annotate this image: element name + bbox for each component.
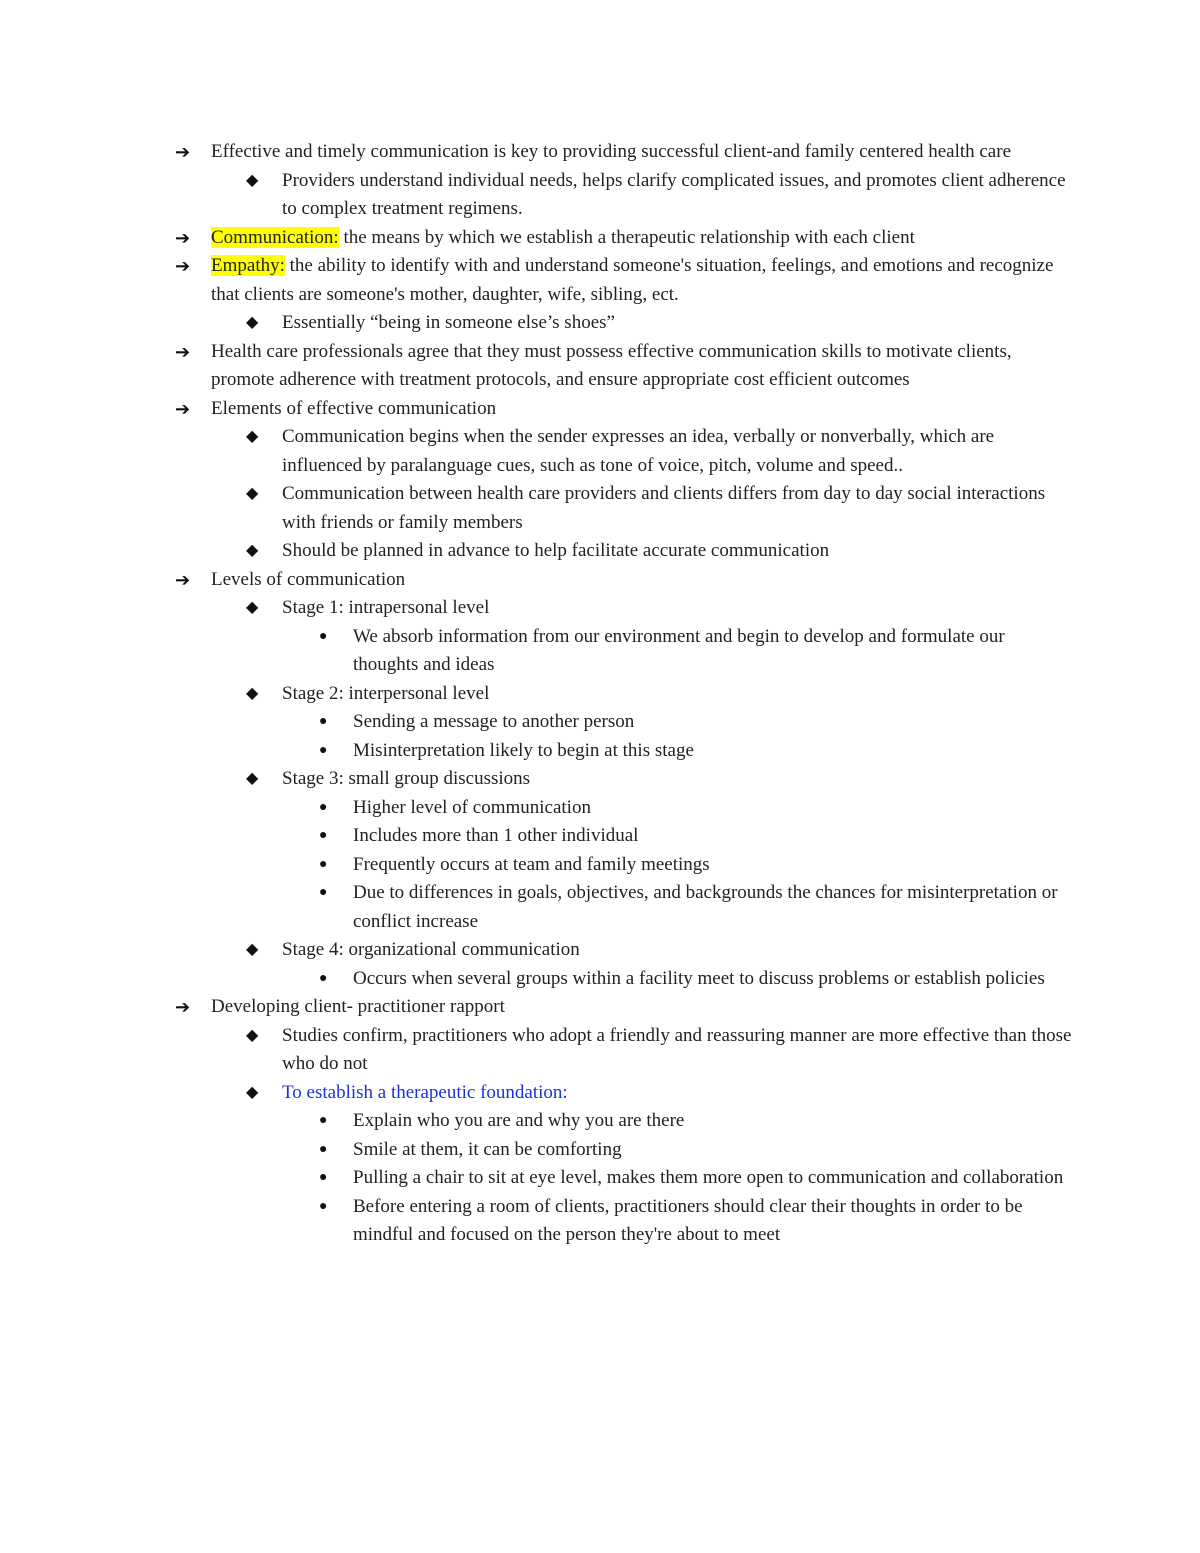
list-item (319, 794, 1073, 823)
item-text: Communication between health care providers and clients differs from day to day social interactions with friends or family members (282, 483, 1046, 533)
list-item (319, 1136, 1073, 1165)
item-text: the means by which we establish a therapeutic relationship with each client (338, 226, 915, 248)
item-text: Sending a message to another person (353, 711, 635, 732)
diamond-bullet-icon: ◆ (246, 485, 259, 502)
list-item (319, 737, 1073, 766)
item-text: the ability to identify with and understand someone's situation, feelings, and emotions and recognize that clients are someone's mother, daughter, wife, sibling, ect. (211, 255, 1054, 305)
list-item (175, 395, 1071, 424)
item-text: Communication begins when the sender expresses an idea, verbally or nonverbally, which are influenced by paralanguage cues, such as tone of voice, pitch, volume and speed.. (282, 426, 995, 476)
diamond-bullet-icon: ◆ (246, 542, 259, 559)
list-item (319, 851, 1073, 880)
item-text: Occurs when several groups within a facility meet to discuss problems or establish policies (353, 967, 1045, 989)
list-item (175, 566, 1071, 595)
dot-bullet-icon: ● (319, 1170, 328, 1185)
dot-bullet-icon: ● (319, 1198, 328, 1214)
item-text: Stage 3: small group discussions (282, 768, 531, 789)
list-item (246, 594, 1072, 623)
list-item (246, 1022, 1072, 1079)
dot-bullet-icon: ● (319, 628, 328, 644)
item-text: Levels of communication (211, 568, 406, 590)
item-text: Pulling a chair to sit at eye level, makes them more open to communication and collaboration (353, 1167, 1064, 1188)
list-item (175, 252, 1071, 309)
arrow-bullet-icon: ➔ (175, 997, 191, 1017)
dot-bullet-icon: ● (319, 885, 328, 900)
item-text: Due to differences in goals, objectives, and backgrounds the chances for misinterpretation or conflict increase (353, 882, 1058, 932)
dot-bullet-icon: ● (319, 714, 328, 729)
item-text: Effective and timely communication is key to providing successful client-and family centered health care (211, 141, 1012, 162)
arrow-bullet-icon: ➔ (175, 341, 191, 362)
list-item (175, 338, 1071, 395)
item-text: Smile at them, it can be comforting (353, 1138, 622, 1160)
list-item (246, 480, 1072, 537)
list-item (319, 879, 1073, 936)
dot-bullet-icon: ● (319, 970, 328, 986)
item-text: We absorb information from our environment and begin to develop and formulate our thoughts and ideas (353, 625, 1005, 675)
diamond-bullet-icon: ◆ (246, 599, 259, 616)
list-item (175, 224, 1071, 253)
item-text: Misinterpretation likely to begin at this stage (353, 739, 694, 761)
item-text: Stage 4: organizational communication (282, 939, 580, 960)
list-item (246, 537, 1072, 566)
list-item (319, 623, 1073, 680)
list-item (175, 138, 1071, 167)
diamond-bullet-icon: ◆ (246, 684, 259, 702)
dot-bullet-icon: ● (319, 1113, 328, 1128)
diamond-bullet-icon: ◆ (246, 428, 259, 445)
arrow-bullet-icon: ➔ (175, 142, 191, 162)
list-item (175, 993, 1071, 1022)
dot-bullet-icon: ● (319, 1141, 328, 1157)
diamond-bullet-icon: ◆ (246, 770, 259, 787)
diamond-bullet-icon: ◆ (246, 171, 259, 189)
list-item (319, 1164, 1073, 1193)
highlighted-term: Communication: (211, 226, 339, 248)
item-text: Before entering a room of clients, practitioners should clear their thoughts in order to be mindful and focused on the person they're about to meet (353, 1195, 1023, 1245)
item-text: Includes more than 1 other individual (353, 825, 639, 846)
item-text: Studies confirm, practitioners who adopt a friendly and reassuring manner are more effective than those who do not (282, 1024, 1072, 1074)
item-text: Essentially “being in someone else’s shoes” (282, 312, 615, 333)
list-item (319, 1193, 1073, 1250)
list-item (319, 822, 1073, 851)
list-item (246, 765, 1072, 794)
arrow-bullet-icon: ➔ (175, 398, 191, 419)
item-text: Explain who you are and why you are there (353, 1110, 685, 1131)
dot-bullet-icon: ● (319, 828, 328, 843)
list-item (246, 309, 1072, 338)
diamond-bullet-icon: ◆ (246, 314, 259, 331)
item-text: Higher level of communication (353, 796, 591, 818)
item-text: To establish a therapeutic foundation: (282, 1081, 568, 1103)
arrow-bullet-icon: ➔ (175, 569, 191, 590)
item-text: Should be planned in advance to help facilitate accurate communication (282, 540, 830, 561)
diamond-bullet-icon: ◆ (246, 1083, 259, 1101)
list-item (246, 167, 1072, 224)
diamond-bullet-icon: ◆ (246, 941, 259, 958)
list-item (319, 965, 1073, 994)
item-text: Providers understand individual needs, helps clarify complicated issues, and promotes client adherence to complex treatment regimens. (282, 169, 1066, 219)
list-item (319, 1107, 1073, 1136)
notes-list (0, 138, 1200, 1250)
diamond-bullet-icon: ◆ (246, 1026, 259, 1044)
item-text: Stage 1: intrapersonal level (282, 597, 490, 618)
item-text: Stage 2: interpersonal level (282, 682, 490, 704)
list-item (246, 936, 1072, 965)
item-text: Health care professionals agree that they must possess effective communication skills to motivate clients, promote adherence with treatment protocols, and ensure appropriate cost efficient outcomes (211, 340, 1012, 390)
list-item (319, 708, 1073, 737)
list-item (246, 680, 1072, 709)
list-item (246, 423, 1072, 480)
item-text: Elements of effective communication (211, 397, 497, 419)
arrow-bullet-icon: ➔ (175, 256, 191, 276)
list-item (246, 1079, 1072, 1108)
dot-bullet-icon: ● (319, 799, 328, 815)
highlighted-term: Empathy: (211, 255, 285, 276)
arrow-bullet-icon: ➔ (175, 227, 191, 248)
dot-bullet-icon: ● (319, 856, 328, 872)
item-text: Developing client- practitioner rapport (211, 996, 505, 1017)
item-text: Frequently occurs at team and family meetings (353, 853, 710, 875)
dot-bullet-icon: ● (319, 742, 328, 758)
